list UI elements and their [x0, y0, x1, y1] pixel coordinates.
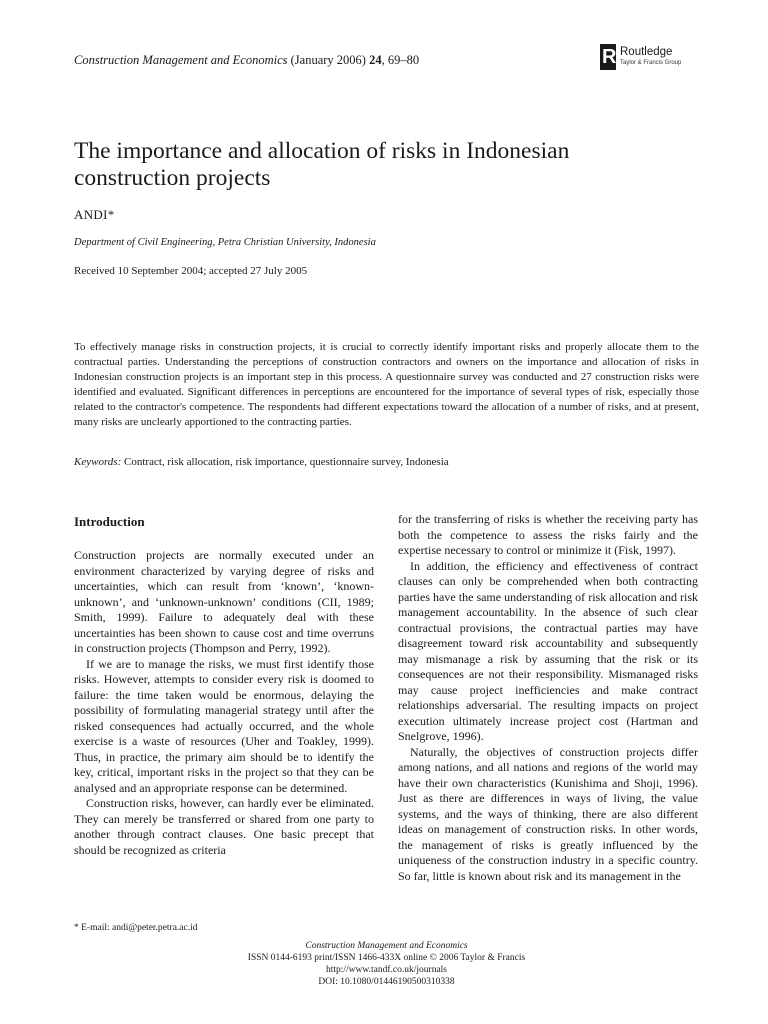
keywords-list: Contract, risk allocation, risk importance, questionnaire survey, Indonesia	[124, 456, 449, 468]
abstract: To effectively manage risks in construction projects, it is crucial to correctly identify important risks and properly allocate them to the contractual parties. Understanding the perceptions of construction contractors and owners on the importance and allocation of risks in Indonesian construction projects is an important step in this process. A questionnaire survey was conducted and 27 construction risks were identified and evaluated. Significant differences in perceptions are encountered for the importance of several types of risk, especially those related to the contractor's competence. The respondents had different expectations toward the allocation of a number of risks, and at present, many risks are unclearly apportioned to the contracting parties.	[74, 341, 699, 428]
paragraph: Construction projects are normally executed under an environment characterized by varying degree of risks and uncertainties, which can result from ‘known’, ‘known- unknown’, and ‘unknown-unknown’ conditions (CII, 1989; Smith, 1999). Failure to adequately deal with these uncertainties has been shown to cause cost and time overruns in construction projects (Thompson and Perry, 1992).	[74, 548, 374, 655]
footer-issn: ISSN 0144-6193 print/ISSN 1466-433X online © 2006 Taylor & Francis	[247, 953, 526, 963]
footer-doi: DOI: 10.1080/01446190500310338	[318, 977, 455, 987]
body-column-left	[74, 512, 374, 858]
header-comma: ,	[381, 53, 385, 67]
running-header	[74, 52, 514, 68]
paragraph: In addition, the efficiency and effectiveness of contract clauses can only be comprehended when both contracting parties have the same understanding of risk allocation and risk management accountability. In the absence of such clear contractual provisions, the contractual parties may have disagreement toward risk accountability and subsequently may mismanage a risk by assuming that the risk or its consequences are not their responsibility. Mismanaged risks may cause project inefficiencies and make contract relationships adversarial. The resulting impacts on project execution ultimately increase project cost (Hartman and Snelgrove, 1996).	[398, 558, 698, 743]
body-column-right	[398, 512, 698, 884]
paragraph: Construction risks, however, can hardly ever be eliminated. They can merely be transferred or shared from one party to another through contract clauses. One basic precept that should be recognized as criteria	[74, 796, 374, 857]
article-title: The importance and allocation of risks in Indonesian construction projects	[74, 138, 570, 191]
paragraph: for the transferring of risks is whether the receiving party has both the competence to assess the risks fairly and the expertise necessary to control or minimize it (Fisk, 1997).	[398, 512, 698, 557]
header-journal-name: Construction Management and Economics	[74, 53, 288, 67]
section-heading-introduction: Introduction	[74, 514, 145, 529]
header-pages: 69–80	[387, 53, 420, 67]
routledge-mark-icon: R	[602, 46, 617, 68]
page-footer	[74, 940, 699, 988]
header-volume: 24	[369, 53, 382, 67]
header-issue-date: (January 2006)	[290, 53, 366, 67]
publisher-logo	[600, 44, 710, 74]
article-dates: Received 10 September 2004; accepted 27 July 2005	[74, 265, 308, 277]
author-email-footnote: * E-mail: andi@peter.petra.ac.id	[74, 923, 198, 933]
paragraph: Naturally, the objectives of construction projects differ among nations, and all nations and regions of the world may have their own characteristics (Kunishima and Shoji, 1996). Just as there are differences in ways of living, the value systems, and the ways of thinking, there are also different ideas on management of construction risks. In other words, the management of risks is greatly influenced by the uniqueness of the construction industry in a specific country. So far, little is known about risk and its management in the	[398, 744, 698, 883]
footer-journal-name: Construction Management and Economics	[305, 941, 468, 951]
publisher-name: Routledge	[620, 46, 673, 58]
keywords	[74, 455, 699, 470]
publisher-subtitle: Taylor & Francis Group	[620, 60, 682, 66]
keywords-label: Keywords:	[74, 456, 122, 468]
author-affiliation: Department of Civil Engineering, Petra Christian University, Indonesia	[74, 237, 376, 248]
paragraph: If we are to manage the risks, we must first identify those risks. However, attempts to consider every risk is doomed to failure: the time taken would be enormous, delaying the possibility of formulating managerial strategy until after the risked consequences had actually occurred, and the whole exercise is a waste of resources (Uher and Toakley, 1999). Thus, in practice, the primary aim should be to identify the key, critical, important risks in the project so that they can be analysed and an appropriate response can be determined.	[74, 656, 374, 795]
article-author: ANDI*	[74, 207, 115, 222]
footer-url[interactable]: http://www.tandf.co.uk/journals	[325, 965, 448, 975]
